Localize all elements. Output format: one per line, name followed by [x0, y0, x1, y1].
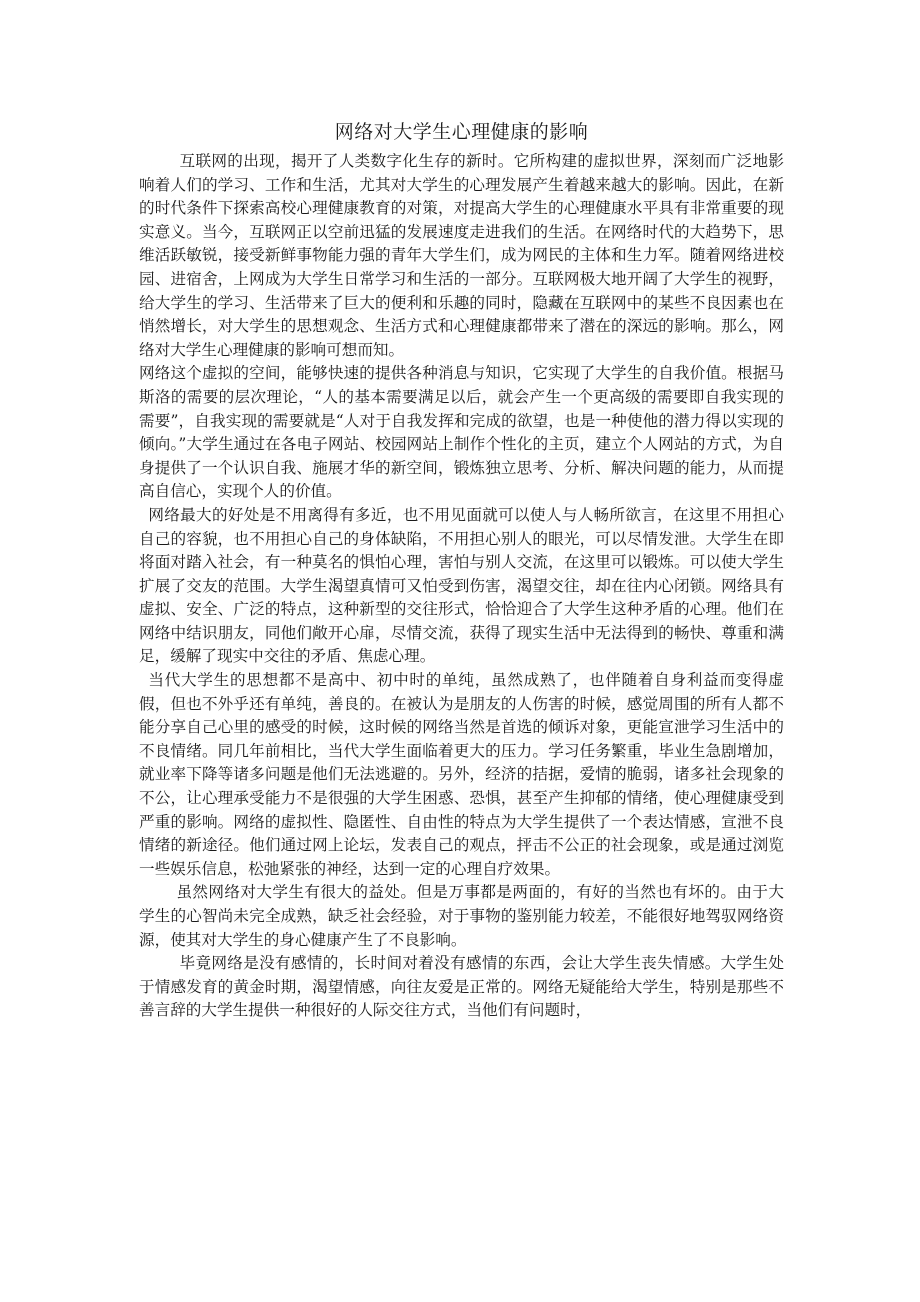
paragraph-emotion-release: 当代大学生的思想都不是高中、初中时的单纯，虽然成熟了，也伴随着自身利益而变得虚假，但也不外乎还有单纯，善良的。在被认为是朋友的人伤害的时候，感觉周围的所有人都不能分享自己心里的感受的时候，这时候的网络当然是首选的倾诉对象，更能宣泄学习生活中的不良情绪。同几年前相比，当代大学生面临着更大的压力。学习任务繁重，毕业生急剧增加，就业率下降等诸多问题是他们无法逃避的。另外，经济的拮据，爱情的脆弱，诸多社会现象的不公，让心理承受能力不是很强的大学生困惑、恐惧，甚至产生抑郁的情绪，使心理健康受到严重的影响。网络的虚拟性、隐匿性、自由性的特点为大学生提供了一个表达情感，宣泄不良情绪的新途径。他们通过网上论坛，发表自己的观点，抨击不公正的社会现象，或是通过浏览一些娱乐信息，松弛紧张的神经，达到一定的心理自疗效果。: [139, 671, 784, 878]
paragraph-communication: 网络最大的好处是不用离得有多近，也不用见面就可以使人与人畅所欲言，在这里不用担心自己的容貌，也不用担心自己的身体缺陷，不用担心别人的眼光，可以尽情发泄。大学生在即将面对踏入社会，有一种莫名的惧怕心理，害怕与别人交流，在这里可以锻炼。可以使大学生扩展了交友的范围。大学生渴望真情可又怕受到伤害，渴望交往，却在往内心闭锁。网络具有虚拟、安全、广泛的特点，这种新型的交往形式，恰恰迎合了大学生这种矛盾的心理。他们在网络中结识朋友，同他们敞开心扉，尽情交流，获得了现实生活中无法得到的畅快、尊重和满足，缓解了现实中交往的矛盾、焦虑心理。: [139, 505, 784, 666]
paragraph-downsides: 虽然网络对大学生有很大的益处。但是万事都是两面的，有好的当然也有坏的。由于大学生的心智尚未完全成熟，缺乏社会经验，对于事物的鉴别能力较差，不能很好地驾驭网络资源，使其对大学生的身心健康产生了不良影响。: [139, 883, 784, 949]
paragraph-emotion-loss: 毕竟网络是没有感情的，长时间对着没有感情的东西，会让大学生丧失情感。大学生处于情感发育的黄金时期，渴望情感，向往友爱是正常的。网络无疑能给大学生，特别是那些不善言辞的大学生提供一种很好的人际交往方式，当他们有问题时，: [139, 954, 784, 1020]
paragraph-self-value: 网络这个虚拟的空间，能够快速的提供各种消息与知识，它实现了大学生的自我价值。根据马斯洛的需要的层次理论，“人的基本需要满足以后，就会产生一个更高级的需要即自我实现的需要”，自我实现的需要就是“人对于自我发挥和完成的欲望，也是一种使他的潜力得以实现的倾向。”大学生通过在各电子网站、校园网站上制作个性化的主页，建立个人网站的方式，为自身提供了一个认识自我、施展才华的新空间，锻炼独立思考、分析、解决问题的能力，从而提高自信心，实现个人的价值。: [139, 364, 784, 501]
document-title: 网络对大学生心理健康的影响: [334, 121, 589, 143]
document-page: [139, 118, 784, 1023]
paragraph-intro: 互联网的出现，揭开了人类数字化生存的新时。它所构建的虚拟世界，深刻而广泛地影响着人们的学习、工作和生活，尤其对大学生的心理发展产生着越来越大的影响。因此，在新的时代条件下探索高校心理健康教育的对策，对提高大学生的心理健康水平具有非常重要的现实意义。当今，互联网正以空前迅猛的发展速度走进我们的生活。在网络时代的大趋势下，思维活跃敏锐，接受新鲜事物能力强的青年大学生们，成为网民的主体和生力军。随着网络进校园、进宿舍，上网成为大学生日常学习和生活的一部分。互联网极大地开阔了大学生的视野，给大学生的学习、生活带来了巨大的便利和乐趣的同时，隐藏在互联网中的某些不良因素也在悄然增长，对大学生的思想观念、生活方式和心理健康都带来了潜在的深远的影响。那么，网络对大学生心理健康的影响可想而知。: [139, 152, 784, 359]
